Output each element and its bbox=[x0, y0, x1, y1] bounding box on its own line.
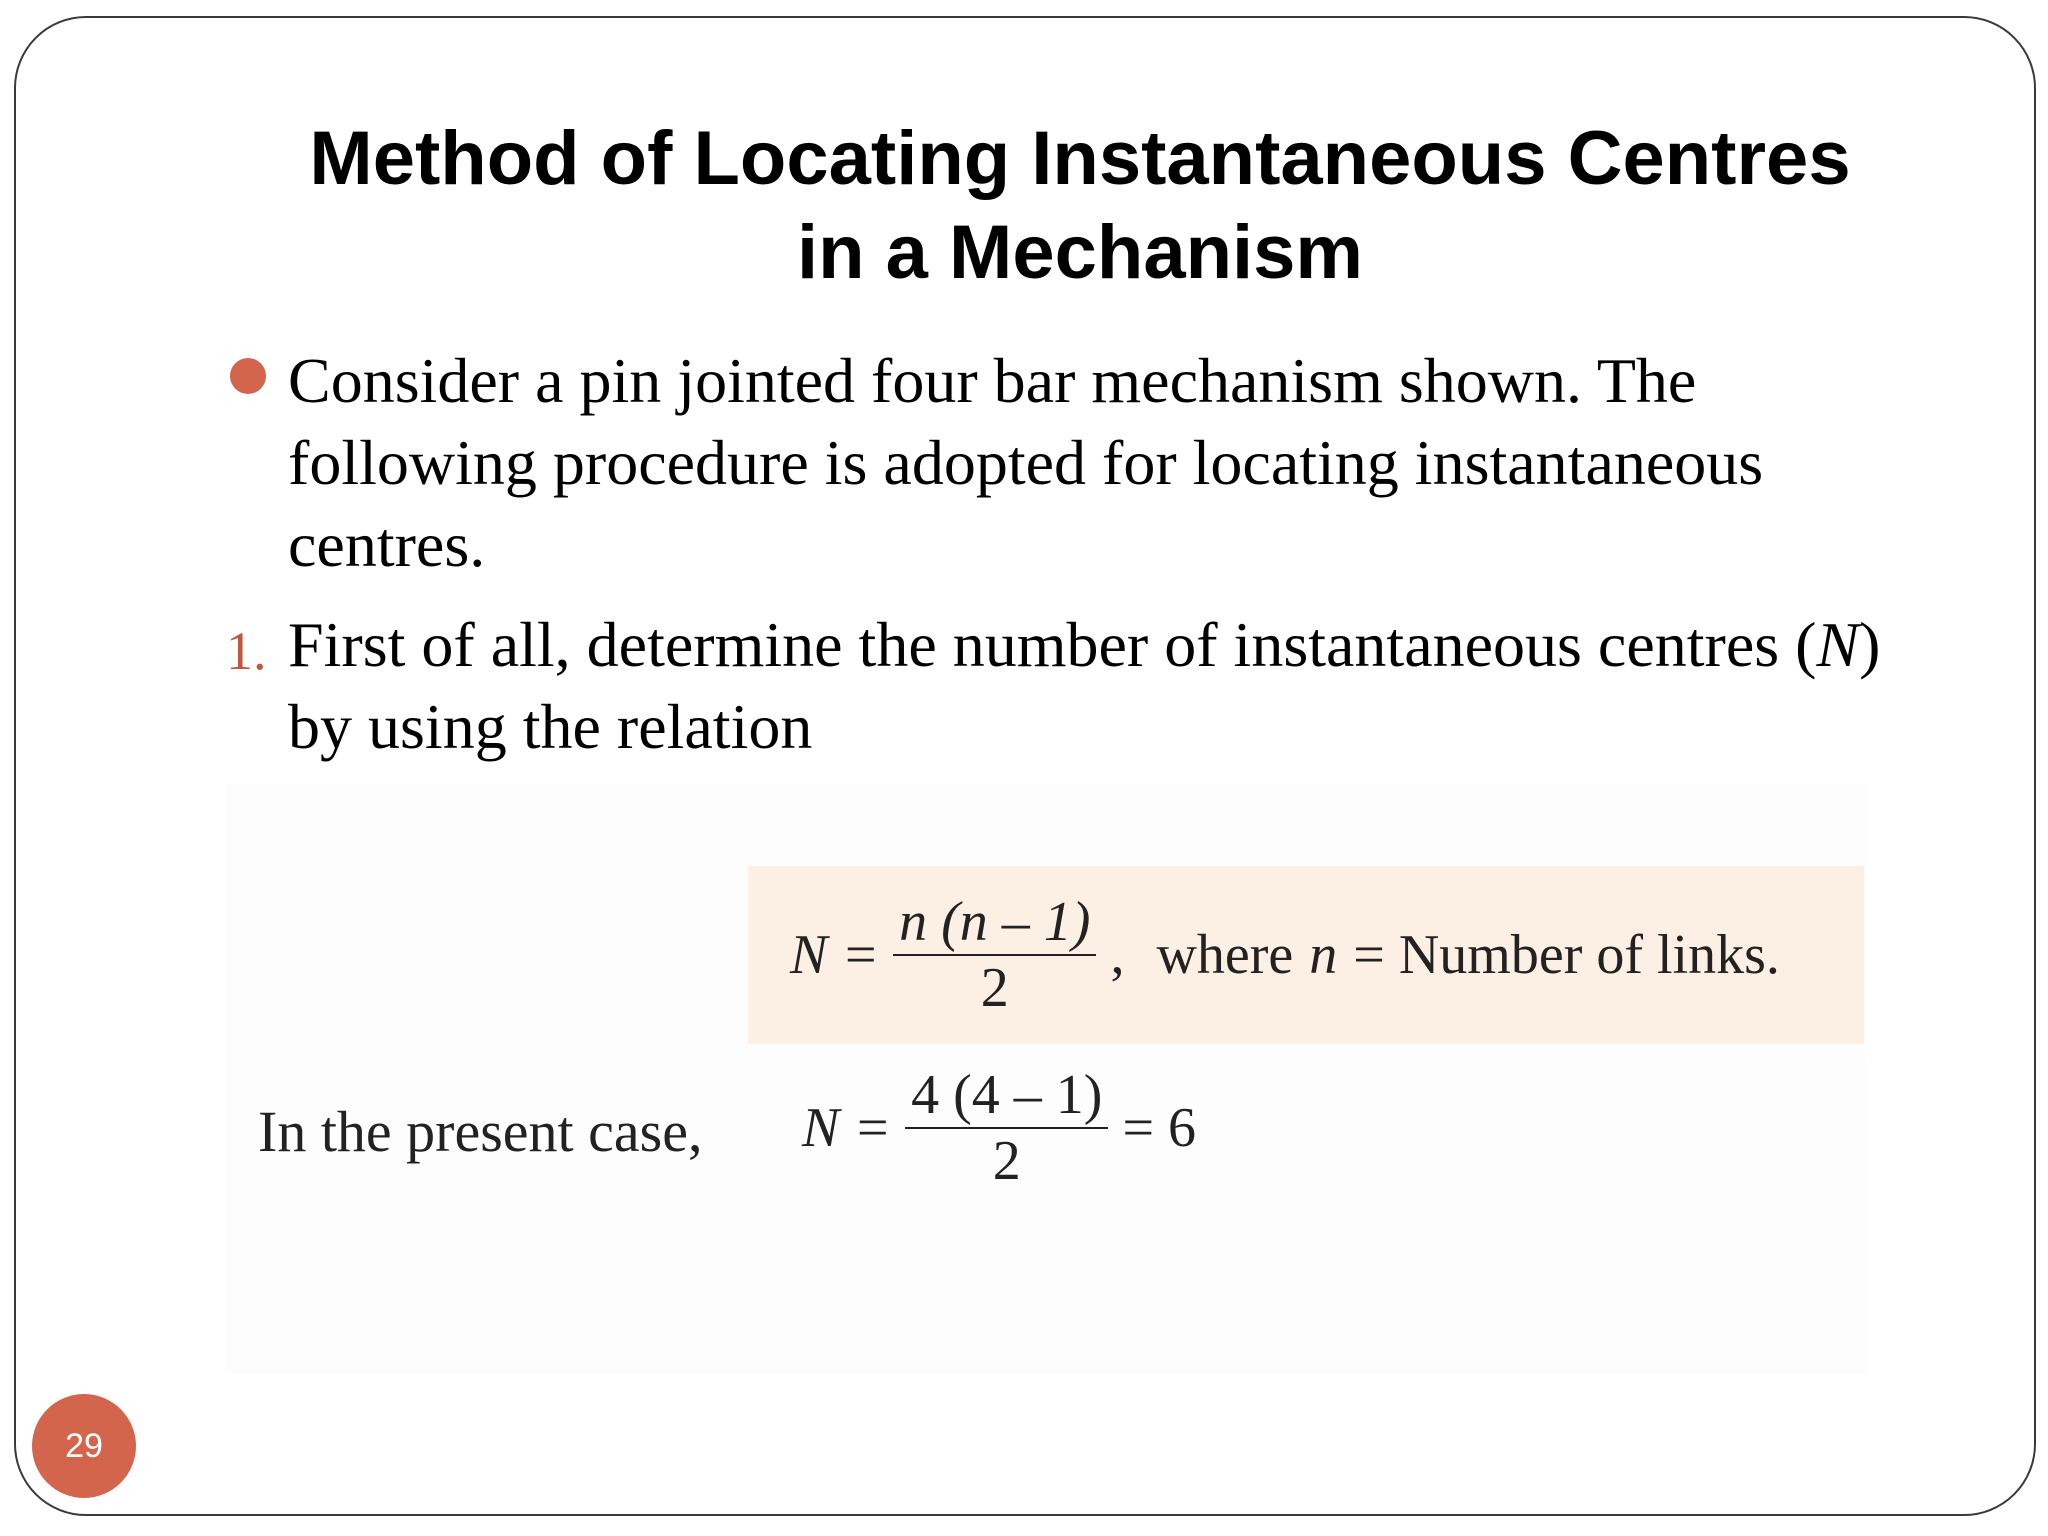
slide-title bbox=[220, 112, 1940, 300]
title-line-2: in a Mechanism bbox=[797, 210, 1363, 295]
formula-where-definition: = Number of links. bbox=[1353, 924, 1780, 986]
numbered-text-after: ) by using the relation bbox=[288, 609, 1897, 762]
case-formula-result: = 6 bbox=[1122, 1097, 1197, 1159]
formula-where: where bbox=[1156, 924, 1294, 986]
numbered-variable: N bbox=[1816, 609, 1860, 680]
formula-fraction bbox=[893, 890, 1096, 1020]
list-number: 1. bbox=[226, 621, 267, 681]
case-formula-fraction bbox=[905, 1063, 1108, 1193]
formula-lhs: N = bbox=[790, 924, 880, 986]
page-number-badge: 29 bbox=[32, 1394, 136, 1498]
formula-denominator: 2 bbox=[980, 957, 1009, 1019]
formula-numerator: n (n – 1) bbox=[893, 890, 1096, 956]
formula-where-variable: n bbox=[1309, 924, 1338, 986]
numbered-text-before: First of all, determine the number of instantaneous centres ( bbox=[288, 609, 1817, 680]
case-formula-denominator: 2 bbox=[992, 1130, 1021, 1192]
title-line-1: Method of Locating Instantaneous Centres bbox=[309, 116, 1851, 201]
bullet-paragraph: Consider a pin jointed four bar mechanism shown. The following procedure is adopted for locating instantaneous centres. bbox=[288, 345, 1764, 580]
case-formula-numerator: 4 (4 – 1) bbox=[905, 1063, 1108, 1129]
case-formula bbox=[802, 1060, 1196, 1196]
general-formula bbox=[790, 880, 1780, 1030]
numbered-paragraph bbox=[288, 604, 1908, 768]
case-formula-lhs: N = bbox=[802, 1097, 892, 1159]
present-case-label: In the present case, bbox=[258, 1099, 703, 1164]
formula-suffix: , bbox=[1110, 924, 1125, 986]
bullet-dot-icon bbox=[230, 358, 266, 394]
